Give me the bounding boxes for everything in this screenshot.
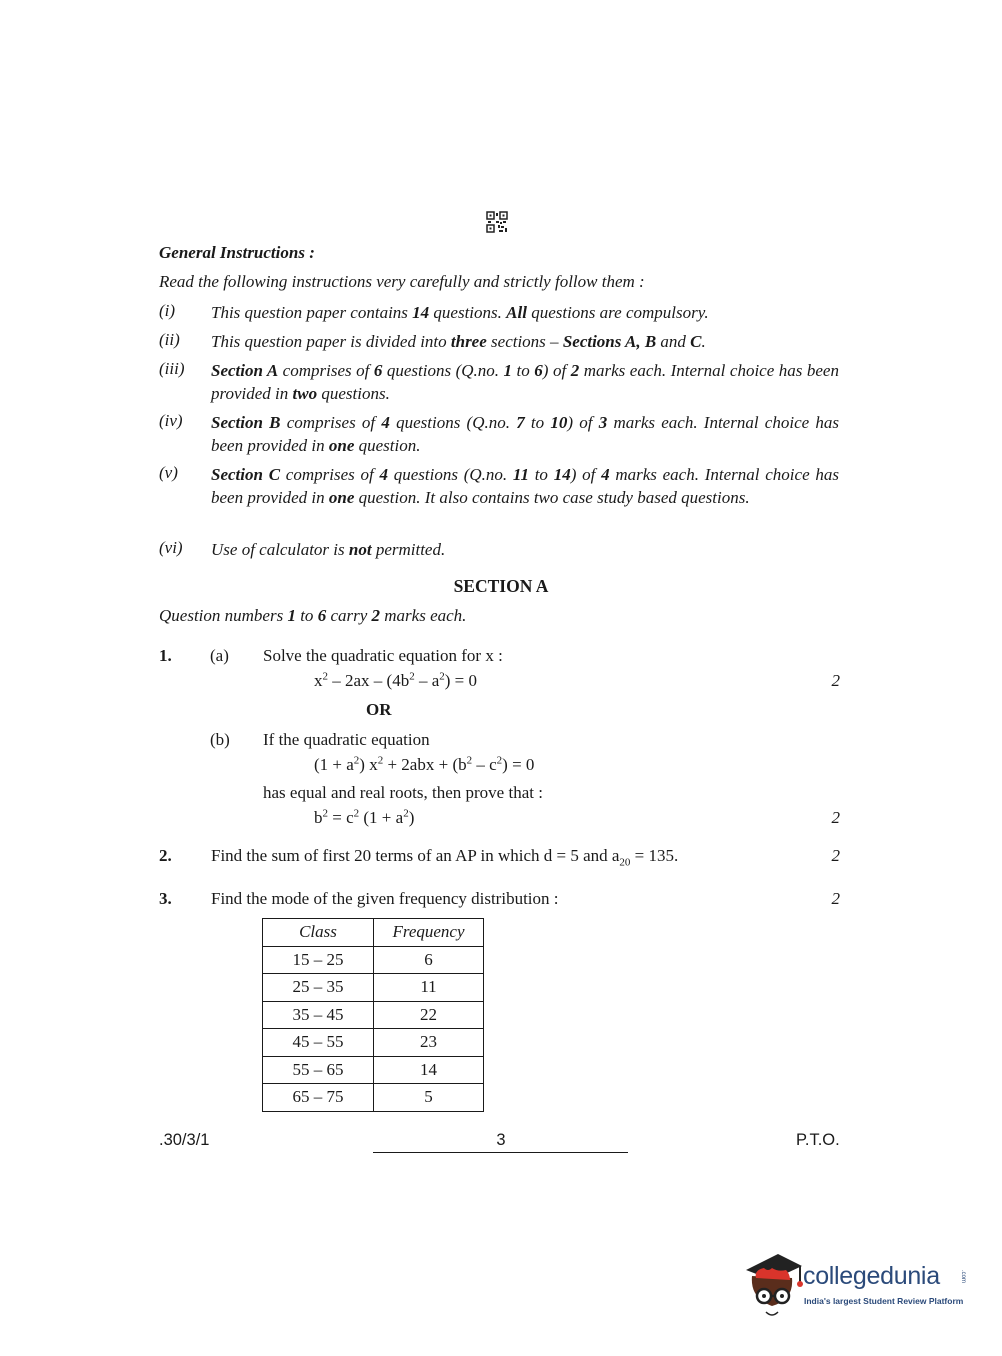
logo-tagline: India's largest Student Review Platform bbox=[804, 1296, 964, 1306]
marks: 2 bbox=[831, 889, 840, 908]
marks: 2 bbox=[831, 671, 840, 690]
logo-domain-suffix: .com bbox=[960, 1270, 966, 1284]
logo-wordmark: collegedunia bbox=[803, 1262, 940, 1290]
question-text: If the quadratic equation bbox=[263, 730, 430, 749]
question-text: Find the mode of the given frequency distribution : bbox=[211, 889, 559, 908]
equation: $b^2 = c^2$ $(1 + a^2)$ bbox=[314, 807, 415, 827]
table-row bbox=[263, 1084, 484, 1112]
instruction-number: (i) bbox=[159, 301, 176, 320]
instruction-item: Use of calculator is not permitted. bbox=[211, 540, 446, 559]
mascot-icon bbox=[742, 1248, 804, 1320]
table-cell-frequency: 11 bbox=[374, 974, 484, 1002]
table-cell-class: 25 – 35 bbox=[263, 974, 374, 1002]
instruction-item: Section C comprises of 4 questions (Q.no. 11 to 14) of 4 marks each. Internal choice has been provided in one question. It also contains two case study based questions. bbox=[211, 465, 839, 507]
table-row bbox=[263, 946, 484, 974]
equation: $x^2 - 2ax - (4b^2 - a^2) = 0$ bbox=[314, 670, 478, 690]
question-text: Find the sum of first 20 terms of an AP in which d = 5 and $a_{20} = 135$. bbox=[211, 846, 679, 869]
instruction-number: (ii) bbox=[159, 330, 180, 349]
table-cell-class: 15 – 25 bbox=[263, 946, 374, 974]
table-row bbox=[263, 974, 484, 1002]
table-cell-frequency: 14 bbox=[374, 1056, 484, 1084]
collegedunia-logo[interactable] bbox=[742, 1248, 982, 1320]
marks: 2 bbox=[831, 846, 840, 865]
table-cell-class: 45 – 55 bbox=[263, 1029, 374, 1057]
page-number: 3 bbox=[496, 1131, 506, 1149]
frequency-table bbox=[262, 918, 484, 1112]
general-instructions-title: General Instructions : bbox=[159, 243, 315, 262]
instruction-number: (iv) bbox=[159, 411, 183, 430]
footer-divider bbox=[373, 1152, 628, 1153]
part-label: (b) bbox=[210, 730, 230, 749]
section-heading: SECTION A bbox=[453, 576, 549, 596]
question-number: 2. bbox=[159, 846, 172, 865]
instruction-item: This question paper is divided into three sections – Sections A, B and C. bbox=[211, 332, 706, 351]
table-row bbox=[263, 1001, 484, 1029]
question-text: Solve the quadratic equation for x : bbox=[263, 646, 503, 665]
instruction-number: (iii) bbox=[159, 359, 185, 378]
or-separator: OR bbox=[366, 700, 392, 719]
table-header-frequency: Frequency bbox=[374, 919, 484, 947]
table-cell-frequency: 5 bbox=[374, 1084, 484, 1112]
question-number: 1. bbox=[159, 646, 172, 665]
table-cell-frequency: 6 bbox=[374, 946, 484, 974]
table-row bbox=[263, 1029, 484, 1057]
section-subtitle: Question numbers 1 to 6 carry 2 marks each. bbox=[159, 606, 467, 625]
table-cell-class: 55 – 65 bbox=[263, 1056, 374, 1084]
question-text: has equal and real roots, then prove that : bbox=[263, 783, 543, 802]
paper-code: .30/3/1 bbox=[159, 1131, 210, 1149]
table-cell-frequency: 23 bbox=[374, 1029, 484, 1057]
table-row bbox=[263, 1056, 484, 1084]
qr-code-icon bbox=[486, 211, 508, 233]
table-cell-class: 35 – 45 bbox=[263, 1001, 374, 1029]
table-cell-frequency: 22 bbox=[374, 1001, 484, 1029]
equation: $(1 + a^2)$ $x^2 + 2abx + (b^2 - c^2) = 0$ bbox=[314, 754, 535, 774]
marks: 2 bbox=[831, 808, 840, 827]
instruction-number: (vi) bbox=[159, 538, 183, 557]
instruction-item: Section A comprises of 6 questions (Q.no. 1 to 6) of 2 marks each. Internal choice has been provided in two questions. bbox=[211, 361, 839, 403]
part-label: (a) bbox=[210, 646, 229, 665]
general-instructions-intro: Read the following instructions very carefully and strictly follow them : bbox=[159, 272, 645, 291]
table-header-class: Class bbox=[263, 919, 374, 947]
pto-label: P.T.O. bbox=[796, 1131, 840, 1149]
instruction-item: Section B comprises of 4 questions (Q.no. 7 to 10) of 3 marks each. Internal choice has been provided in one question. bbox=[211, 413, 839, 455]
table-cell-class: 65 – 75 bbox=[263, 1084, 374, 1112]
question-number: 3. bbox=[159, 889, 172, 908]
table-header-row bbox=[263, 919, 484, 947]
instruction-item: This question paper contains 14 questions. All questions are compulsory. bbox=[211, 303, 709, 322]
instruction-number: (v) bbox=[159, 463, 178, 482]
